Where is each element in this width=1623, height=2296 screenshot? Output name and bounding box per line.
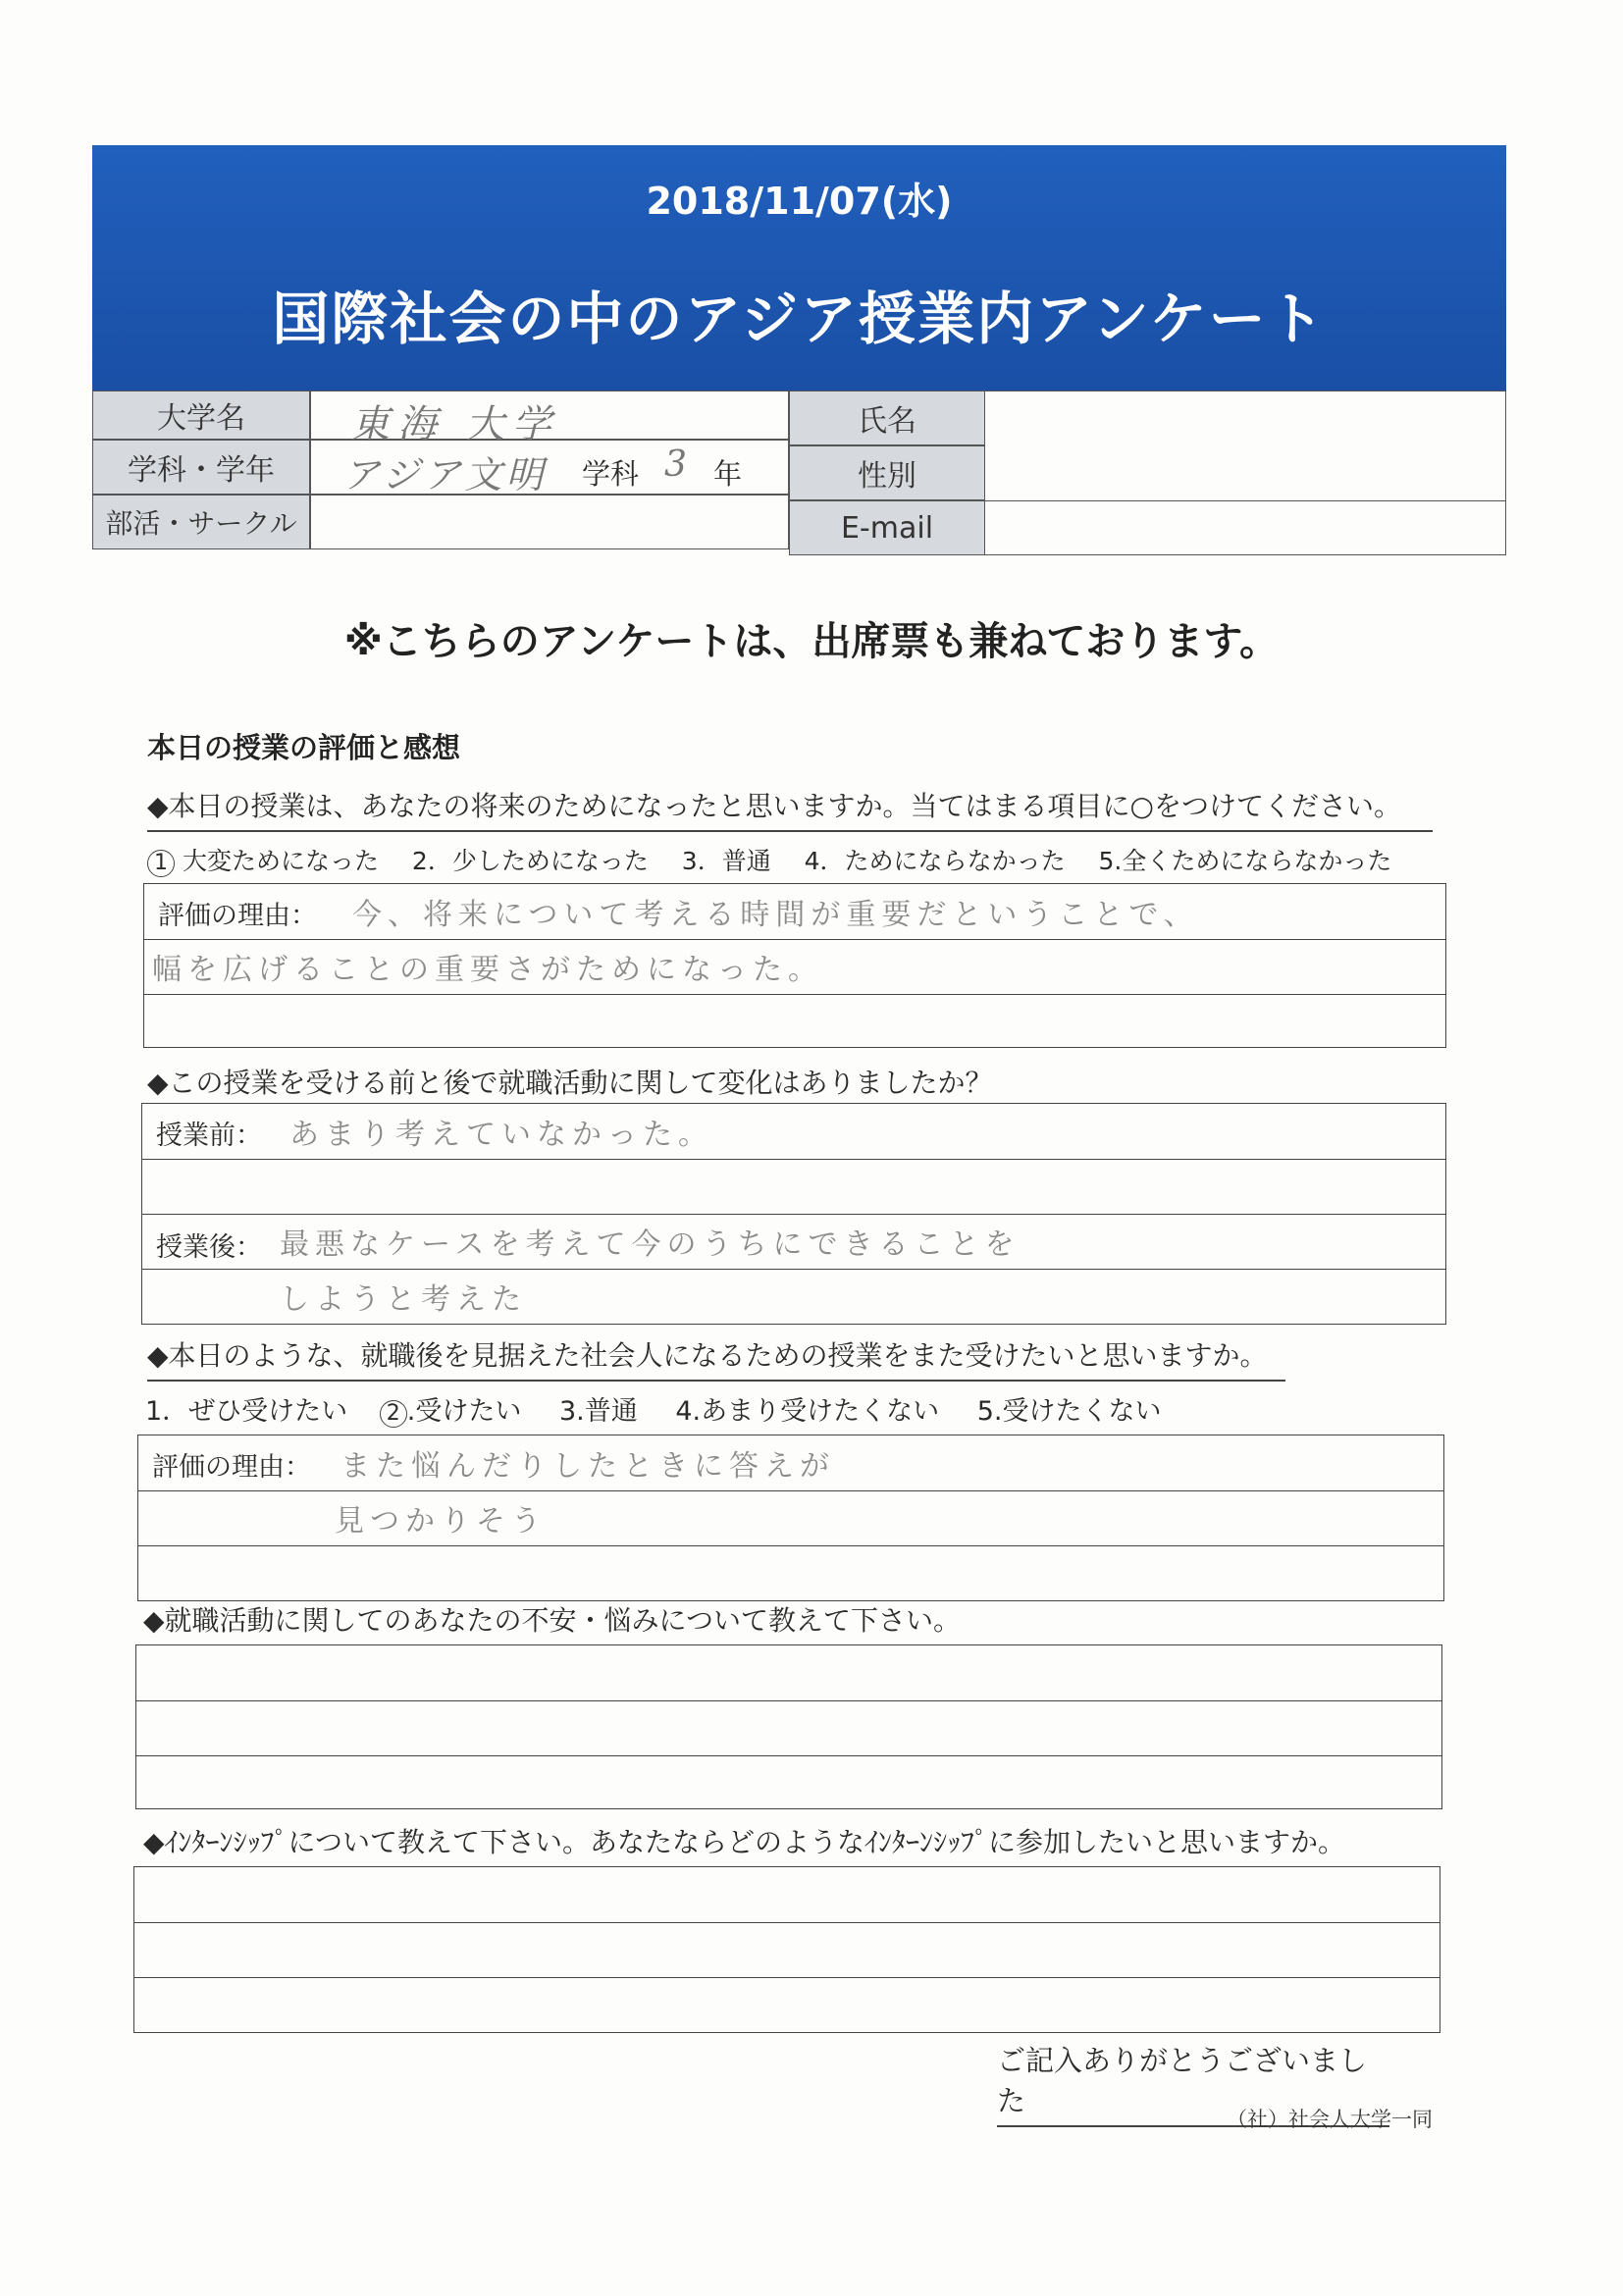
q2-line xyxy=(142,1214,1445,1215)
name-field[interactable] xyxy=(985,391,1506,445)
q1-reason-line1: 今、将来について考える時間が重要だということで、 xyxy=(352,898,1199,932)
club-label: 部活・サークル xyxy=(92,495,310,549)
year-value: 3 xyxy=(664,444,687,485)
q1-reason-label: 評価の理由： xyxy=(158,901,317,931)
q3-reason-box[interactable] xyxy=(137,1435,1444,1601)
survey-title: 国際社会の中のアジア授業内アンケート xyxy=(272,286,1327,352)
q4-answer-box[interactable] xyxy=(135,1644,1442,1809)
q2-before-answer: あまり考えていなかった。 xyxy=(289,1118,713,1152)
gender-field[interactable] xyxy=(985,445,1506,500)
q2-line xyxy=(142,1159,1445,1160)
email-label: E-mail xyxy=(789,500,985,555)
q2-after-line2: しようと考えた xyxy=(280,1282,527,1317)
q3-line xyxy=(138,1545,1443,1546)
q1-options xyxy=(147,842,1391,877)
q4-line xyxy=(136,1700,1441,1701)
q1-option-3[interactable]: 3．普通 xyxy=(681,847,771,875)
q1-option-1-label[interactable]: 大変ためになった xyxy=(182,847,379,875)
department-field[interactable] xyxy=(310,440,789,495)
q1-reason-box[interactable] xyxy=(143,883,1446,1048)
section-title: 本日の授業の評価と感想 xyxy=(147,731,461,764)
q2-line xyxy=(142,1269,1445,1270)
q1-option-4[interactable]: 4．ためにならなかった xyxy=(804,847,1066,875)
q1-line xyxy=(144,994,1445,995)
q4-line xyxy=(136,1755,1441,1756)
q2-before-label: 授業前： xyxy=(156,1121,262,1151)
attendance-notice: ※こちらのアンケートは、出席票も兼ねております。 xyxy=(343,619,1280,664)
q3-option-4[interactable]: 4.あまり受けたくない xyxy=(675,1396,940,1427)
q4-question: ◆就職活動に関してのあなたの不安・悩みについて教えて下さい。 xyxy=(143,1604,961,1637)
department-value: アジア文明 xyxy=(342,453,548,496)
survey-date: 2018/11/07(水) xyxy=(646,180,953,223)
thanks-message: ご記入ありがとうございました xyxy=(997,2039,1389,2127)
gender-label: 性別 xyxy=(789,445,985,500)
q1-option-5[interactable]: 5.全くためにならなかった xyxy=(1098,847,1392,875)
club-field[interactable] xyxy=(310,495,789,549)
q3-reason-label: 評価の理由： xyxy=(152,1452,311,1483)
q5-line xyxy=(134,1977,1440,1978)
q3-option-5[interactable]: 5.受けたくない xyxy=(976,1396,1162,1427)
q3-reason-line1: また悩んだりしたときに答えが xyxy=(340,1449,835,1484)
q1-line xyxy=(144,939,1445,940)
q5-question: ◆ｲﾝﾀｰﾝｼｯﾌﾟについて教えて下さい。あなたならどのようなｲﾝﾀｰﾝｼｯﾌﾟに参加したいと思いますか。 xyxy=(143,1826,1345,1858)
header-banner xyxy=(92,145,1506,391)
q3-question: ◆本日のような、就職後を見据えた社会人になるための授業をまた受けたいと思いますか。 xyxy=(147,1334,1285,1382)
university-value: 東海 大学 xyxy=(350,402,559,447)
q1-question: ◆本日の授業は、あなたの将来のためになったと思いますか。当てはまる項目に○をつけてください。 xyxy=(147,785,1433,832)
q5-line xyxy=(134,1922,1440,1923)
name-label: 氏名 xyxy=(789,391,985,445)
q5-answer-box[interactable] xyxy=(133,1866,1440,2033)
q1-option-1-circle[interactable]: 1 xyxy=(147,850,175,877)
q3-options xyxy=(145,1389,1161,1428)
q2-after-line1: 最悪なケースを考えて今のうちにできることを xyxy=(280,1227,1021,1262)
q2-after-label: 授業後： xyxy=(156,1232,262,1263)
university-label: 大学名 xyxy=(92,391,310,440)
q1-option-2[interactable]: 2．少しためになった xyxy=(411,847,649,875)
email-field[interactable] xyxy=(985,500,1506,555)
department-label: 学科・学年 xyxy=(92,440,310,495)
university-field[interactable] xyxy=(310,391,789,447)
q3-option-3[interactable]: 3.普通 xyxy=(558,1396,638,1427)
signature: （社）社会人大学一同 xyxy=(1227,2108,1433,2131)
q3-option-2-label[interactable]: .受けたい xyxy=(406,1396,522,1427)
q3-option-2-circle[interactable]: 2 xyxy=(380,1400,407,1428)
q3-option-1[interactable]: 1．ぜひ受けたい xyxy=(145,1396,348,1427)
q2-answer-box[interactable] xyxy=(141,1103,1446,1325)
q1-reason-line2: 幅を広げることの重要さがためになった。 xyxy=(152,953,823,987)
q2-question: ◆この授業を受ける前と後で就職活動に関して変化はありましたか？ xyxy=(147,1067,993,1099)
department-suffix: 学科 xyxy=(582,457,640,491)
q3-line xyxy=(138,1490,1443,1491)
q3-reason-line2: 見つかりそう xyxy=(335,1504,547,1539)
year-suffix: 年 xyxy=(713,457,743,491)
